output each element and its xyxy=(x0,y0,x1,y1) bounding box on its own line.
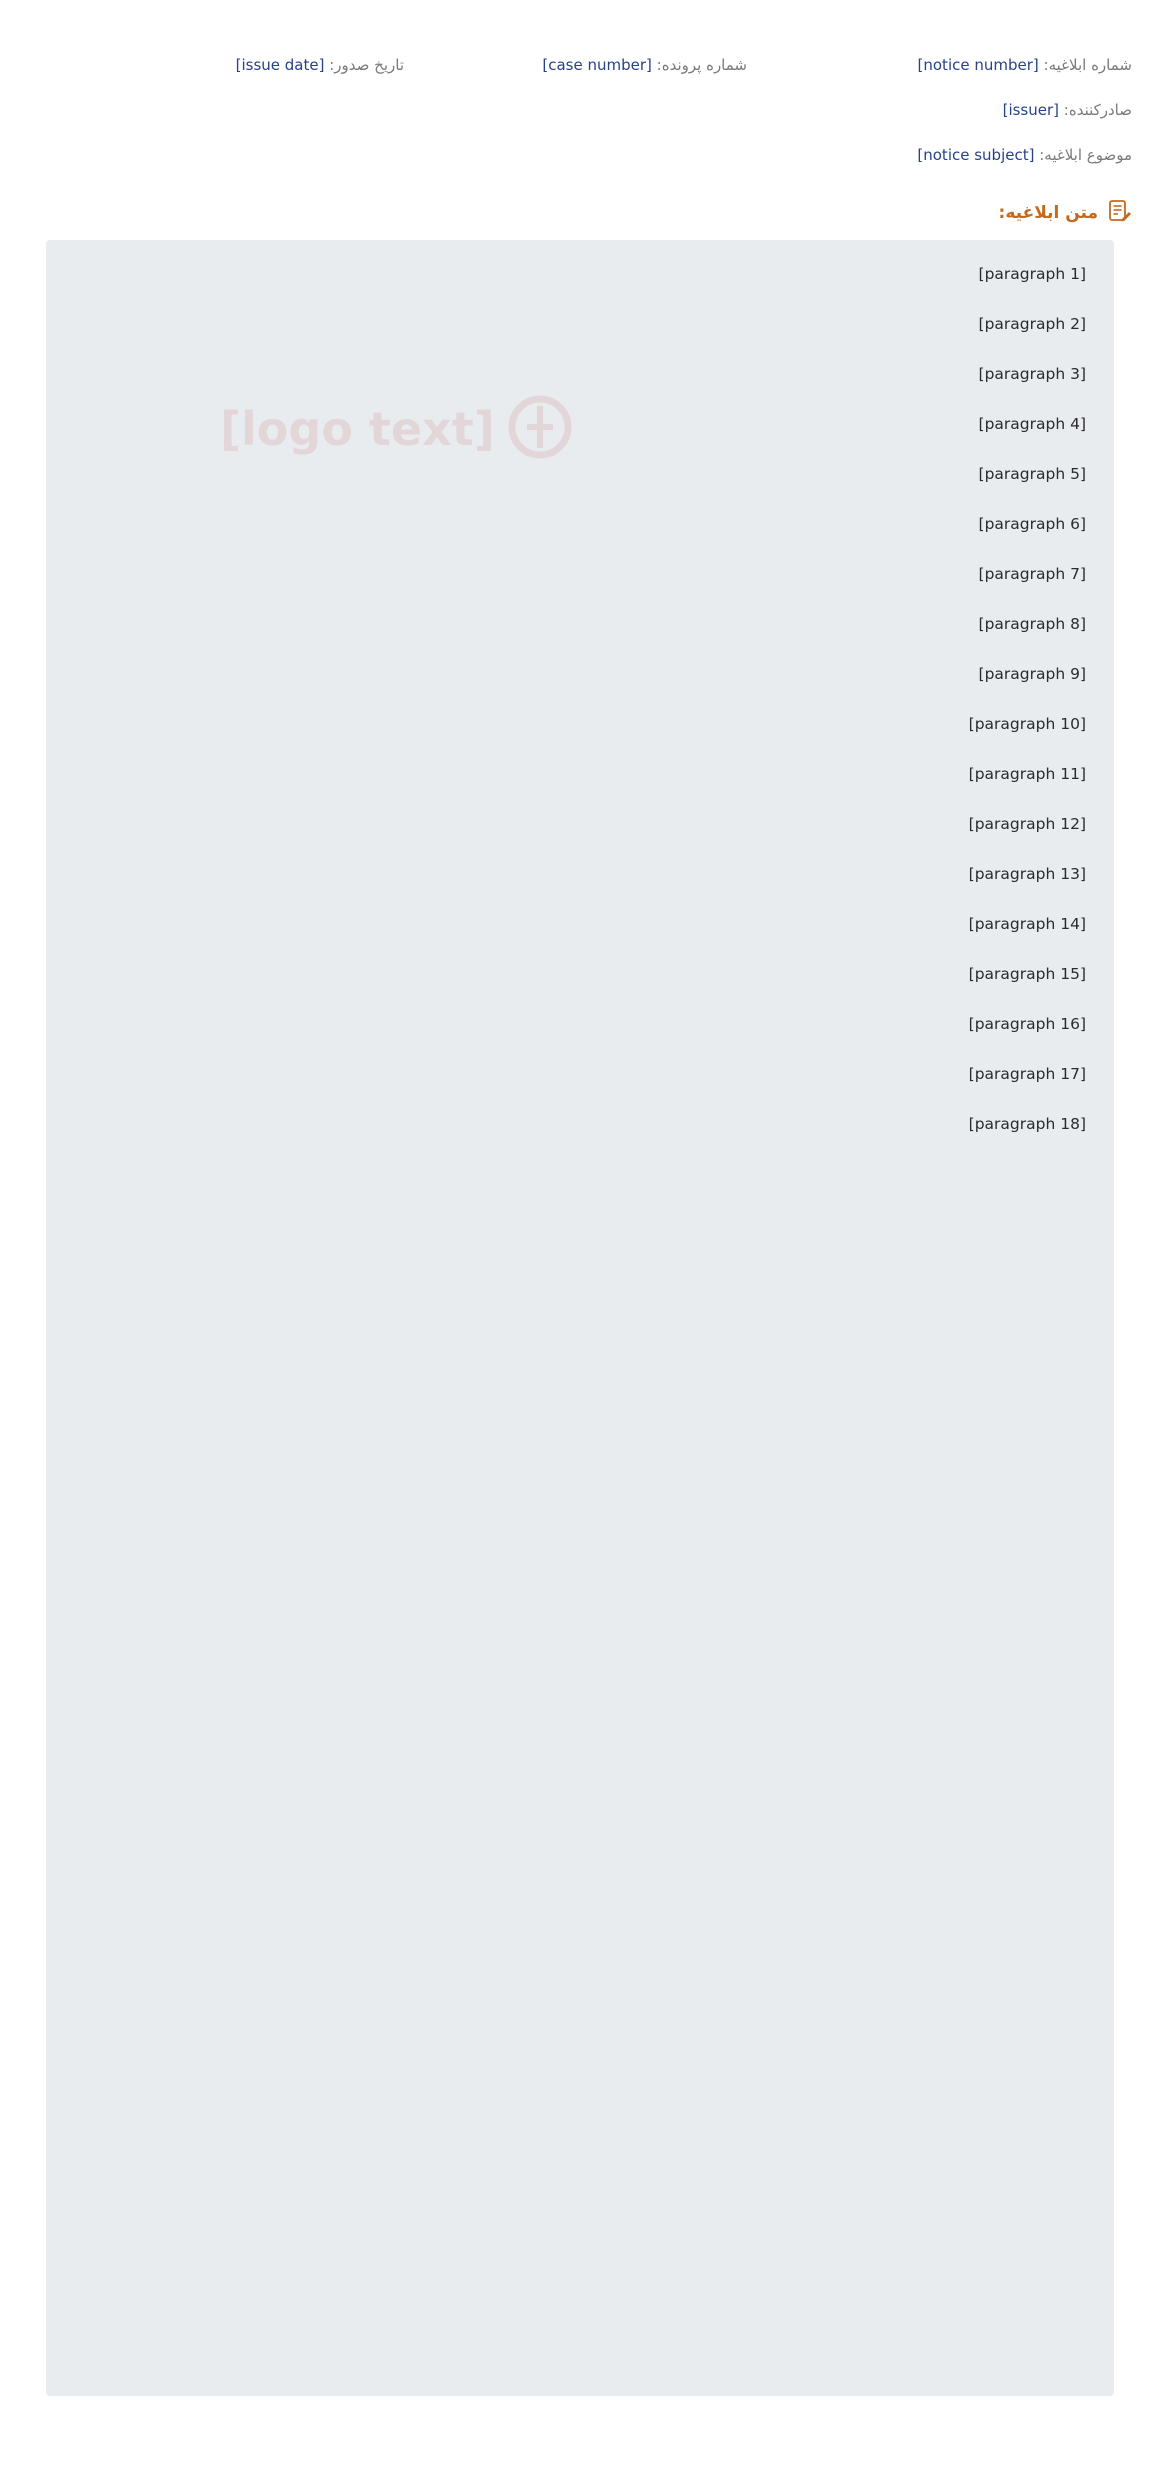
meta-row-numbers xyxy=(42,56,1132,80)
issuer-label: صادرکننده: xyxy=(1063,101,1132,119)
notice-number xyxy=(918,56,1132,74)
body-paragraph: [paragraph 13] xyxy=(968,865,1086,883)
case-number xyxy=(542,56,747,74)
issue-date-value: [issue date] xyxy=(235,56,325,74)
notice-number-label: شماره ابلاغيه: xyxy=(1043,56,1132,74)
case-number-label: شماره پرونده: xyxy=(656,56,747,74)
body-paragraph: [paragraph 7] xyxy=(978,565,1086,583)
issue-date xyxy=(236,56,404,74)
issue-date-label: تاريخ صدور: xyxy=(329,56,404,74)
notice-text-panel xyxy=(46,240,1114,2396)
body-paragraph: [paragraph 10] xyxy=(968,715,1086,733)
body-paragraph: [paragraph 18] xyxy=(968,1115,1086,1133)
body-paragraph: [paragraph 15] xyxy=(968,965,1086,983)
body-paragraph: [paragraph 12] xyxy=(968,815,1086,833)
body-paragraph: [paragraph 11] xyxy=(968,765,1086,783)
document-icon xyxy=(1106,198,1132,228)
body-paragraph: [paragraph 9] xyxy=(978,665,1086,683)
notice-heading xyxy=(999,198,1132,228)
body-paragraph: [paragraph 6] xyxy=(978,515,1086,533)
body-paragraph: [paragraph 17] xyxy=(968,1065,1086,1083)
body-paragraph: [paragraph 8] xyxy=(978,615,1086,633)
issuer-value: [issuer] xyxy=(1002,101,1059,119)
notice-number-value: [notice number] xyxy=(917,56,1039,74)
body-paragraph: [paragraph 3] xyxy=(978,365,1086,383)
body-paragraph: [paragraph 16] xyxy=(968,1015,1086,1033)
issuer-row xyxy=(42,101,1132,119)
subject-label: موضوع ابلاغيه: xyxy=(1039,146,1132,164)
subject-row xyxy=(42,146,1132,164)
subject-value: [notice subject] xyxy=(917,146,1035,164)
body-paragraph: [paragraph 14] xyxy=(968,915,1086,933)
case-number-value: [case number] xyxy=(542,56,652,74)
body-paragraph: [paragraph 1] xyxy=(978,265,1086,283)
body-paragraph: [paragraph 4] xyxy=(978,415,1086,433)
body-paragraph: [paragraph 2] xyxy=(978,315,1086,333)
notice-title: متن ابلاغيه: xyxy=(998,203,1098,223)
body-paragraph: [paragraph 5] xyxy=(978,465,1086,483)
